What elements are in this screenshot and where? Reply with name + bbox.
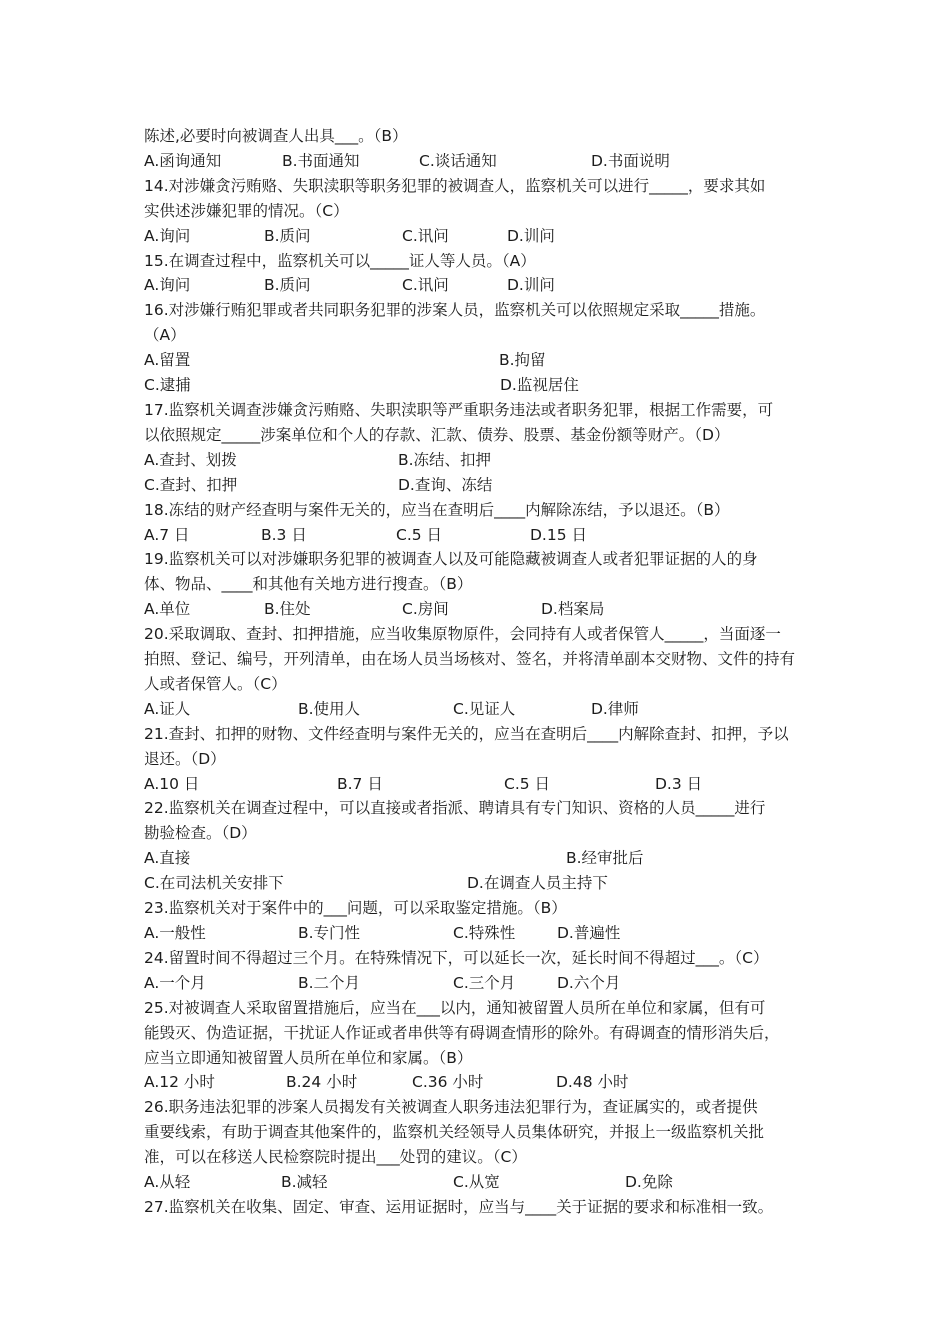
answer-option: D.查询、冻结 — [398, 475, 493, 494]
answer-option: B.24 小时 — [286, 1073, 358, 1092]
answer-option: D.3 日 — [655, 774, 703, 793]
answer-option: A.询问 — [144, 276, 191, 295]
answer-option: A.10 日 — [144, 774, 200, 793]
answer-option: C.5 日 — [396, 525, 443, 544]
answer-option: D.监视居住 — [500, 376, 579, 395]
question-text-line: 能毁灭、伪造证据，干扰证人作证或者串供等有碍调查情形的除外。有碍调查的情形消失后， — [144, 1023, 780, 1042]
option-row — [144, 597, 814, 622]
answer-option: A.从轻 — [144, 1173, 191, 1192]
answer-option: B.经审批后 — [566, 849, 644, 868]
question-text-line: 14.对涉嫌贪污贿赂、失职渎职等职务犯罪的被调查人，监察机关可以进行_____，要求其如 — [144, 176, 766, 195]
question-text-line: 18.冻结的财产经查明与案件无关的，应当在查明后____内解除冻结，予以退还。（B） — [144, 500, 730, 519]
option-row — [144, 921, 814, 946]
question-list — [144, 124, 814, 1220]
answer-option: C.三个月 — [453, 973, 516, 992]
question-text-line: 应当立即通知被留置人员所在单位和家属。（B） — [144, 1048, 473, 1067]
answer-option: C.逮捕 — [144, 376, 191, 395]
option-row — [144, 871, 814, 896]
question-text-line: 勘验检查。（D） — [144, 824, 257, 843]
question-text-line: 重要线索，有助于调查其他案件的，监察机关经领导人员集体研究，并报上一级监察机关批 — [144, 1123, 765, 1142]
option-row — [144, 348, 814, 373]
answer-option: B.书面通知 — [282, 151, 360, 170]
option-row — [144, 149, 814, 174]
answer-option: A.证人 — [144, 699, 191, 718]
answer-option: A.查封、划拨 — [144, 450, 237, 469]
question-text-line: 19.监察机关可以对涉嫌职务犯罪的被调查人以及可能隐藏被调查人或者犯罪证据的人的身 — [144, 550, 758, 569]
answer-option: D.训问 — [507, 276, 555, 295]
option-row — [144, 1070, 814, 1095]
question-text-line: 以依照规定_____涉案单位和个人的存款、汇款、债券、股票、基金份额等财产。（D） — [144, 425, 730, 444]
answer-option: D.律师 — [591, 699, 639, 718]
option-row — [144, 846, 814, 871]
question-text-line: 陈述,必要时向被调查人出具___。（B） — [144, 127, 408, 145]
answer-option: B.拘留 — [499, 351, 546, 370]
question-text-line: 23.监察机关对于案件中的___问题，可以采取鉴定措施。（B） — [144, 899, 567, 918]
question-text-line: 27.监察机关在收集、固定、审查、运用证据时，应当与____关于证据的要求和标准相一致。 — [144, 1197, 774, 1216]
question-text-line: 体、物品、____和其他有关地方进行搜查。（B） — [144, 575, 473, 594]
question-text-line: 准，可以在移送人民检察院时提出___处罚的建议。（C） — [144, 1148, 527, 1167]
answer-option: D.档案局 — [541, 600, 605, 619]
answer-option: C.房间 — [402, 600, 449, 619]
question-text-line: （A） — [144, 326, 186, 345]
question-text-line: 拍照、登记、编号，开列清单，由在场人员当场核对、签名，并将清单副本交财物、文件的持有 — [144, 650, 796, 669]
question-text-line: 20.采取调取、查封、扣押措施，应当收集原物原件，会同持有人或者保管人_____，当面逐一 — [144, 625, 781, 644]
answer-option: A.函询通知 — [144, 151, 222, 170]
question-text-line: 24.留置时间不得超过三个月。在特殊情况下，可以延长一次，延长时间不得超过___。（C） — [144, 948, 769, 967]
answer-option: C.36 小时 — [412, 1073, 484, 1092]
answer-option: D.48 小时 — [556, 1073, 629, 1092]
answer-option: D.免除 — [625, 1173, 673, 1192]
answer-option: A.直接 — [144, 849, 191, 868]
answer-option: B.7 日 — [337, 774, 383, 793]
answer-option: A.7 日 — [144, 525, 190, 544]
option-row — [144, 523, 814, 548]
answer-option: C.特殊性 — [453, 924, 516, 942]
answer-option: A.一个月 — [144, 973, 206, 992]
answer-option: C.谈话通知 — [419, 151, 497, 170]
question-text-line: 15.在调查过程中，监察机关可以_____证人等人员。（A） — [144, 251, 536, 270]
question-text-line: 21.查封、扣押的财物、文件经查明与案件无关的，应当在查明后____内解除查封、扣押，予以 — [144, 724, 789, 743]
question-text-line: 退还。（D） — [144, 749, 226, 768]
answer-option: C.讯问 — [402, 226, 449, 245]
option-row — [144, 273, 814, 298]
answer-option: B.使用人 — [298, 699, 361, 718]
answer-option: C.讯问 — [402, 276, 449, 295]
answer-option: D.普遍性 — [557, 924, 621, 942]
answer-option: B.质问 — [264, 276, 311, 295]
answer-option: C.查封、扣押 — [144, 475, 238, 494]
answer-option: B.住处 — [264, 600, 311, 619]
question-text-line: 16.对涉嫌行贿犯罪或者共同职务犯罪的涉案人员，监察机关可以依照规定采取_____措施。 — [144, 301, 766, 320]
answer-option: C.从宽 — [453, 1173, 500, 1192]
answer-option: C.见证人 — [453, 699, 516, 718]
question-text-line: 22.监察机关在调查过程中，可以直接或者指派、聘请具有专门知识、资格的人员_____进行 — [144, 799, 766, 818]
answer-option: A.询问 — [144, 226, 191, 245]
option-row — [144, 697, 814, 722]
option-row — [144, 448, 814, 473]
question-text-line: 26.职务违法犯罪的涉案人员揭发有关被调查人职务违法犯罪行为，查证属实的，或者提供 — [144, 1098, 758, 1117]
question-text-line: 实供述涉嫌犯罪的情况。（C） — [144, 201, 349, 220]
answer-option: D.书面说明 — [591, 151, 670, 170]
answer-option: D.在调查人员主持下 — [467, 874, 608, 893]
answer-option: C.5 日 — [504, 774, 551, 793]
option-row — [144, 1170, 814, 1195]
answer-option: D.六个月 — [557, 973, 621, 992]
answer-option: A.留置 — [144, 351, 191, 370]
option-row — [144, 971, 814, 996]
answer-option: B.质问 — [264, 226, 311, 245]
answer-option: A.单位 — [144, 600, 191, 619]
answer-option: B.冻结、扣押 — [398, 450, 492, 469]
answer-option: B.3 日 — [261, 525, 307, 544]
option-row — [144, 224, 814, 249]
answer-option: B.专门性 — [298, 924, 361, 942]
answer-option: D.训问 — [507, 226, 555, 245]
answer-option: B.减轻 — [281, 1173, 328, 1192]
answer-option: D.15 日 — [530, 525, 588, 544]
option-row — [144, 473, 814, 498]
answer-option: C.在司法机关安排下 — [144, 874, 284, 893]
answer-option: A.一般性 — [144, 924, 206, 942]
option-row — [144, 772, 814, 797]
question-text-line: 人或者保管人。（C） — [144, 674, 287, 693]
option-row — [144, 373, 814, 398]
question-text-line: 17.监察机关调查涉嫌贪污贿赂、失职渎职等严重职务违法或者职务犯罪，根据工作需要，可 — [144, 400, 774, 419]
answer-option: A.12 小时 — [144, 1073, 215, 1092]
question-text-line: 25.对被调查人采取留置措施后，应当在___以内，通知被留置人员所在单位和家属，但有可 — [144, 998, 766, 1017]
answer-option: B.二个月 — [298, 973, 361, 992]
